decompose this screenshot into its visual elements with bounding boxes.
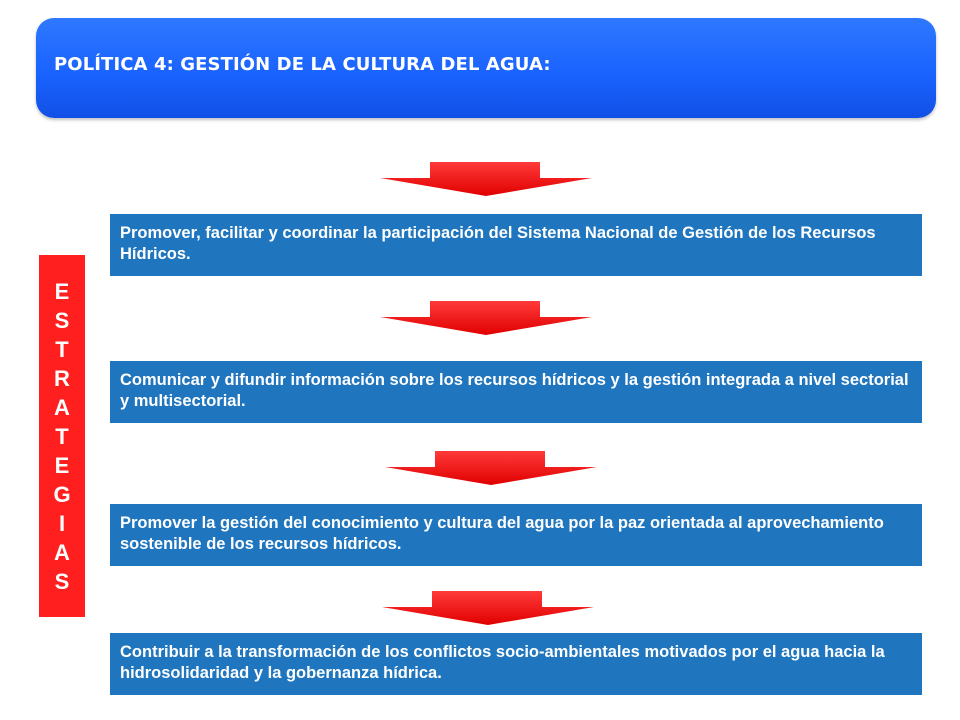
strategy-box-3 [110, 504, 922, 566]
down-arrow-icon [378, 300, 594, 336]
strategy-text: Promover la gestión del conocimiento y cultura del agua por la paz orientada al aprovechamiento sostenible de los recursos hídricos. [120, 514, 884, 553]
strategy-text: Comunicar y difundir información sobre los recursos hídricos y la gestión integrada a nivel sectorial y multisectorial. [120, 371, 909, 410]
policy-banner [36, 18, 936, 118]
side-letter: E [54, 452, 70, 478]
strategy-text: Promover, facilitar y coordinar la participación del Sistema Nacional de Gestión de los Recursos Hídricos. [120, 224, 876, 263]
side-letter: S [54, 307, 70, 333]
side-letter: R [54, 365, 70, 391]
side-letter: G [53, 481, 71, 507]
side-letter: E [54, 278, 70, 304]
side-letter: A [54, 394, 70, 420]
strategy-box-4 [110, 633, 922, 695]
strategy-box-1 [110, 214, 922, 276]
down-arrow-icon [378, 161, 594, 197]
side-letter: S [54, 568, 70, 594]
strategy-text: Contribuir a la transformación de los conflictos socio-ambientales motivados por el agua hacia la hidrosolidaridad y la gobernanza hídrica. [120, 643, 885, 682]
down-arrow-icon [383, 450, 599, 486]
side-letter: T [55, 336, 69, 362]
side-letter: I [58, 510, 66, 536]
strategy-box-2 [110, 361, 922, 423]
side-letter: T [55, 423, 69, 449]
page-title: POLÍTICA 4: GESTIÓN DE LA CULTURA DEL AGUA: [54, 53, 551, 75]
strategies-vertical-label [39, 255, 85, 617]
side-letter: A [54, 539, 70, 565]
down-arrow-icon [380, 590, 596, 626]
